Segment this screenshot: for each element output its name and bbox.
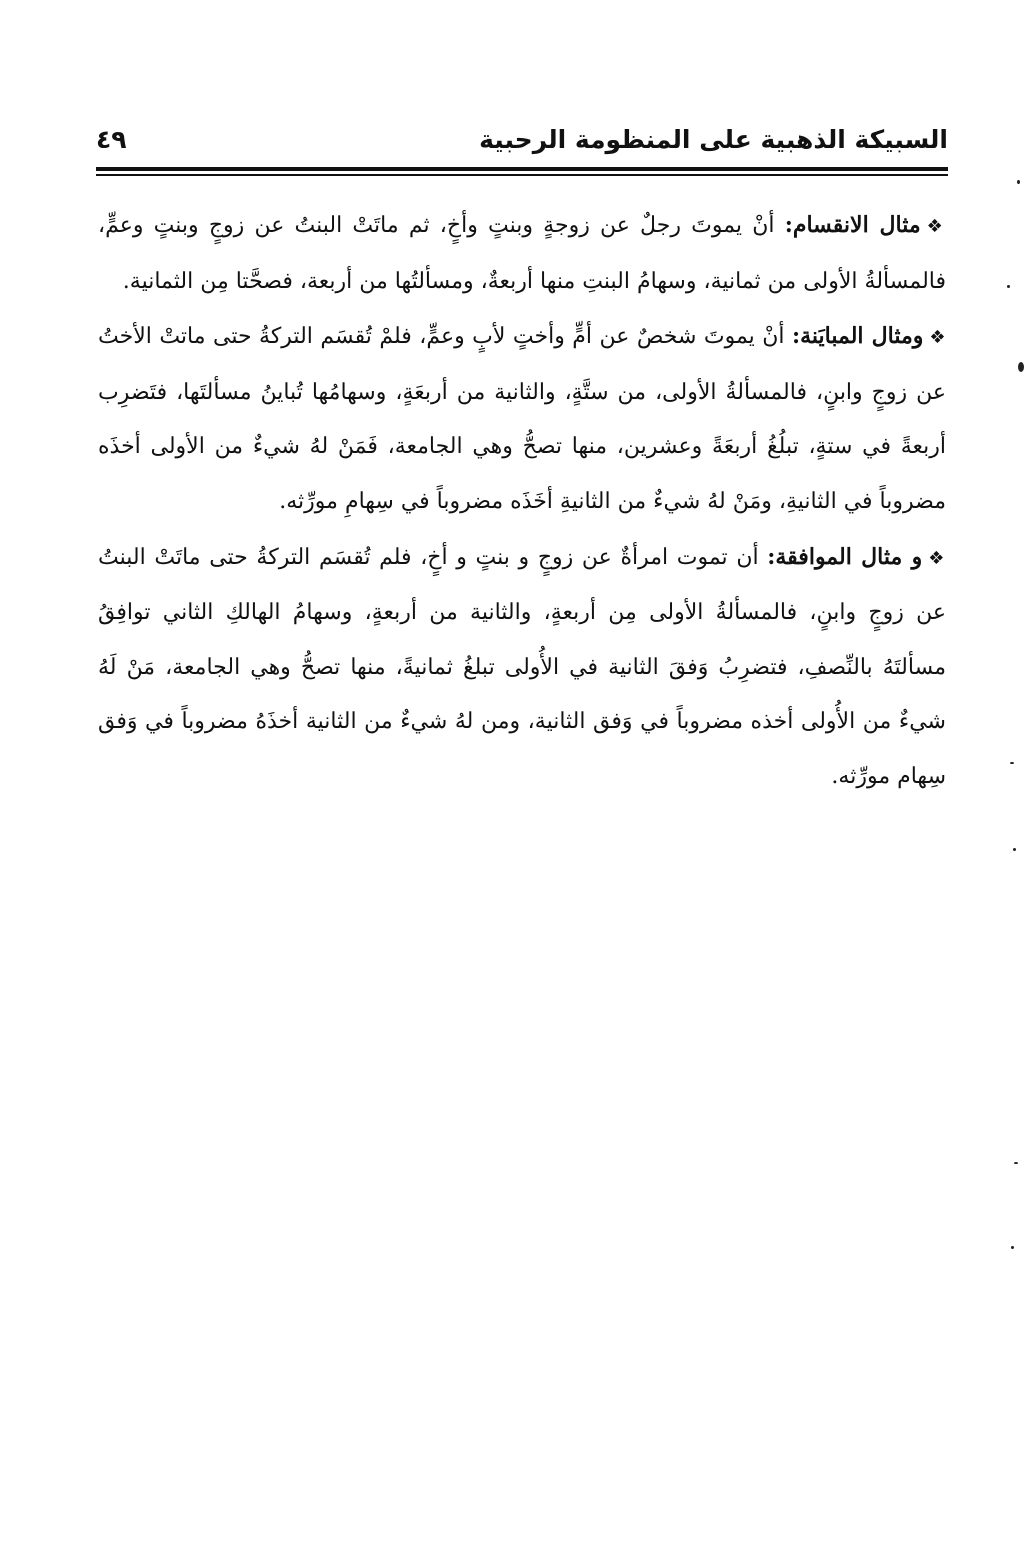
paragraph-text: أنْ يموتَ رجلٌ عن زوجةٍ وبنتٍ وأخٍ، ثم ماتَتْ البنتُ عن زوجٍ وبنتٍ وعمٍّ، فالمسألةُ الأولى من ثمانية، وسهامُ البنتِ منها أربعةٌ، ومسألتُها من أربعة، فصحَّتا مِن الثمانية.	[98, 213, 946, 294]
header-title: السبيكة الذهبية على المنظومة الرحبية	[479, 124, 948, 154]
paragraph-text: أنْ يموتَ شخصٌ عن أمٍّ وأختٍ لأبٍ وعمٍّ، فلمْ تُقسَم التركةُ حتى ماتتْ الأختُ عن زوجٍ وابنٍ، فالمسألةُ الأولى، من ستَّةٍ، والثانية من أربعَةٍ، وسهامُها تُباينُ مسألتَها، فتَضرِب أربعةً في ستةٍ، تبلُغُ أربعَةً وعشرين، منها تصحُّ وهي الجامعة، فَمَنْ لهُ شيءٌ من الأولى أخذَه مضروباً في الثانيةِ، ومَنْ لهُ شيءٌ من الثانيةِ أخَذَه مضروباً في سِهامِ مورِّثه.	[98, 324, 946, 514]
bullet-icon: ❖	[928, 547, 946, 569]
paragraph-agreement-example	[98, 530, 946, 805]
bullet-icon: ❖	[926, 216, 946, 237]
page-number: ٤٩	[96, 124, 127, 154]
bullet-icon: ❖	[929, 327, 947, 349]
scan-speck	[1014, 1162, 1018, 1164]
paragraph-lead: مثال الانقسام:	[784, 212, 921, 238]
scan-speck	[1007, 285, 1010, 288]
scan-speck	[1013, 848, 1016, 851]
body-text	[98, 198, 946, 805]
scan-speck	[1018, 362, 1024, 372]
scan-speck	[1011, 1246, 1014, 1249]
header-rule-thin	[96, 174, 948, 176]
paragraph-lead: و مثال الموافقة:	[767, 543, 923, 570]
scan-speck	[1010, 762, 1014, 764]
running-header	[96, 112, 948, 166]
scan-speck	[1017, 180, 1020, 184]
header-rule-thick	[96, 167, 948, 171]
paragraph-text: أن تموت امرأةٌ عن زوجٍ و بنتٍ و أخٍ، فلم تُقسَم التركةُ حتى ماتَتْ البنتُ عن زوجٍ وابنٍ، فالمسألةُ الأولى مِن أربعةٍ، والثانية من أربعةٍ، وسهامُ الهالكِ الثاني توافِقُ مسألتَهُ بالنِّصفِ، فتضرِبُ وَفقَ الثانية في الأُولى تبلغُ ثمانيةً، منها تصحُّ وهي الجامعة، مَنْ لَهُ شيءٌ من الأُولى أخذه مضروباً في وَفق الثانية، ومن لهُ شيءٌ من الثانية أخذَهُ مضروباً في وَفق سِهام مورِّثه.	[98, 544, 946, 789]
paragraph-division-example	[98, 198, 946, 309]
paragraph-divergence-example	[98, 309, 946, 529]
paragraph-lead: ومثال المبايَنة:	[791, 323, 924, 350]
